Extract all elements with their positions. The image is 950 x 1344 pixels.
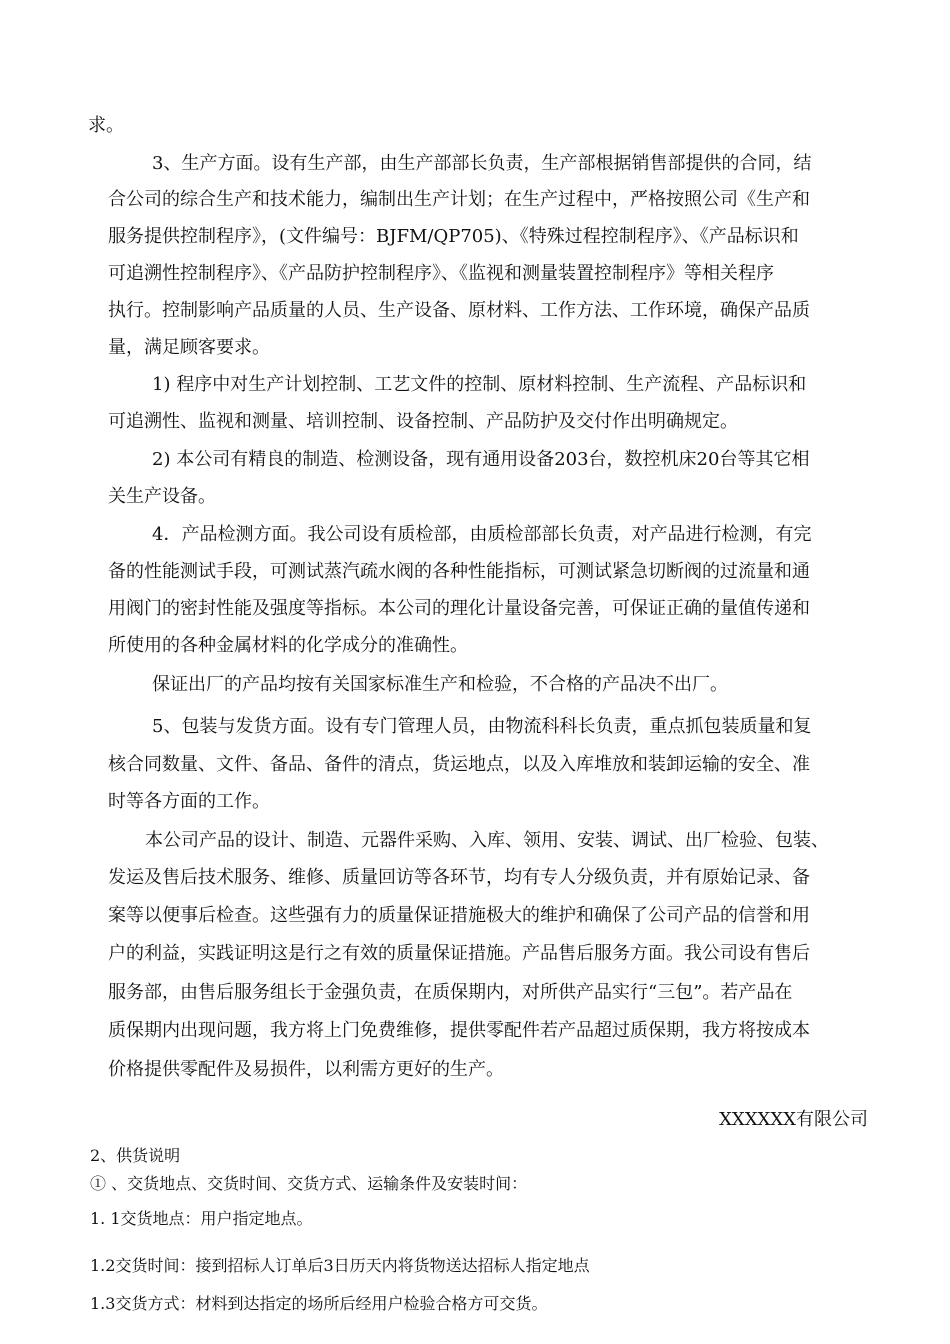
company-signature: XXXXXX有限公司 <box>719 1109 868 1130</box>
paragraph-line: 时等各方面的工作。 <box>108 791 270 812</box>
paragraph-line: 本公司产品的设计、制造、元器件采购、入库、领用、安装、调试、出厂检验、包装、 <box>145 830 829 851</box>
list-item-line: 关生产设备。 <box>108 486 216 507</box>
paragraph-line: 量，满足顾客要求。 <box>108 337 270 358</box>
paragraph-line: 保证出厂的产品均按有关国家标准生产和检验，不合格的产品决不出厂。 <box>152 674 728 695</box>
list-item-line: 1) 程序中对生产计划控制、工艺文件的控制、原材料控制、生产流程、产品标识和 <box>152 374 807 395</box>
paragraph-line: 用阀门的密封性能及强度等指标。本公司的理化计量设备完善，可保证正确的量值传递和 <box>108 598 810 619</box>
paragraph-line: 备的性能测试手段，可测试蒸汽疏水阀的各种性能指标，可测试紧急切断阀的过流量和通 <box>108 561 810 582</box>
paragraph-line: 执行。控制影响产品质量的人员、生产设备、原材料、工作方法、工作环境，确保产品质 <box>108 300 810 321</box>
paragraph-line: 求。 <box>88 115 124 136</box>
list-item: 1. 1交货地点：用户指定地点。 <box>90 1209 313 1228</box>
paragraph-line: 案等以便事后检查。这些强有力的质量保证措施极大的维护和确保了公司产品的信誉和用 <box>108 905 810 926</box>
paragraph-line: 3、生产方面。设有生产部，由生产部部长负责，生产部根据销售部提供的合同，结 <box>152 153 812 174</box>
paragraph-line: 质保期内出现问题，我方将上门免费维修，提供零配件若产品超过质保期，我方将按成本 <box>108 1020 810 1041</box>
list-item-line: 可追溯性、监视和测量、培训控制、设备控制、产品防护及交付作出明确规定。 <box>108 411 738 432</box>
paragraph-line: 合公司的综合生产和技术能力，编制出生产计划；在生产过程中，严格按照公司《生产和 <box>108 189 810 210</box>
paragraph-line: 可追溯性控制程序》、《产品防护控制程序》、《监视和测量装置控制程序》等相关程序 <box>108 263 774 284</box>
paragraph-line: 4．产品检测方面。我公司设有质检部，由质检部部长负责，对产品进行检测，有完 <box>152 524 812 545</box>
paragraph-line: 所使用的各种金属材料的化学成分的准确性。 <box>108 635 468 656</box>
paragraph-line: 户的利益，实践证明这是行之有效的质量保证措施。产品售后服务方面。我公司设有售后 <box>108 943 810 964</box>
paragraph-line: 核合同数量、文件、备品、备件的清点，货运地点，以及入库堆放和装卸运输的安全、准 <box>108 754 810 775</box>
paragraph-line: 价格提供零配件及易损件，以利需方更好的生产。 <box>108 1059 504 1080</box>
list-item: 1.2交货时间：接到招标人订单后3日历天内将货物送达招标人指定地点 <box>90 1256 590 1275</box>
paragraph-line: 服务部，由售后服务组长于金强负责，在质保期内，对所供产品实行“三包”。若产品在 <box>108 982 793 1003</box>
paragraph-line: 服务提供控制程序》，(文件编号：BJFM/QP705)、《特殊过程控制程序》、《产品标识和 <box>108 226 799 247</box>
list-item: 1.3交货方式：材料到达指定的场所后经用户检验合格方可交货。 <box>90 1294 548 1313</box>
paragraph-line: 发运及售后技术服务、维修、质量回访等各环节，均有专人分级负责，并有原始记录、备 <box>108 867 810 888</box>
list-item: ① 、交货地点、交货时间、交货方式、运输条件及安装时间： <box>90 1174 528 1193</box>
section-heading: 2、供货说明 <box>90 1146 181 1165</box>
list-item-line: 2) 本公司有精良的制造、检测设备，现有通用设备203台，数控机床20台等其它相 <box>152 449 810 470</box>
paragraph-line: 5、包装与发货方面。设有专门管理人员，由物流科科长负责，重点抓包装质量和复 <box>152 716 812 737</box>
